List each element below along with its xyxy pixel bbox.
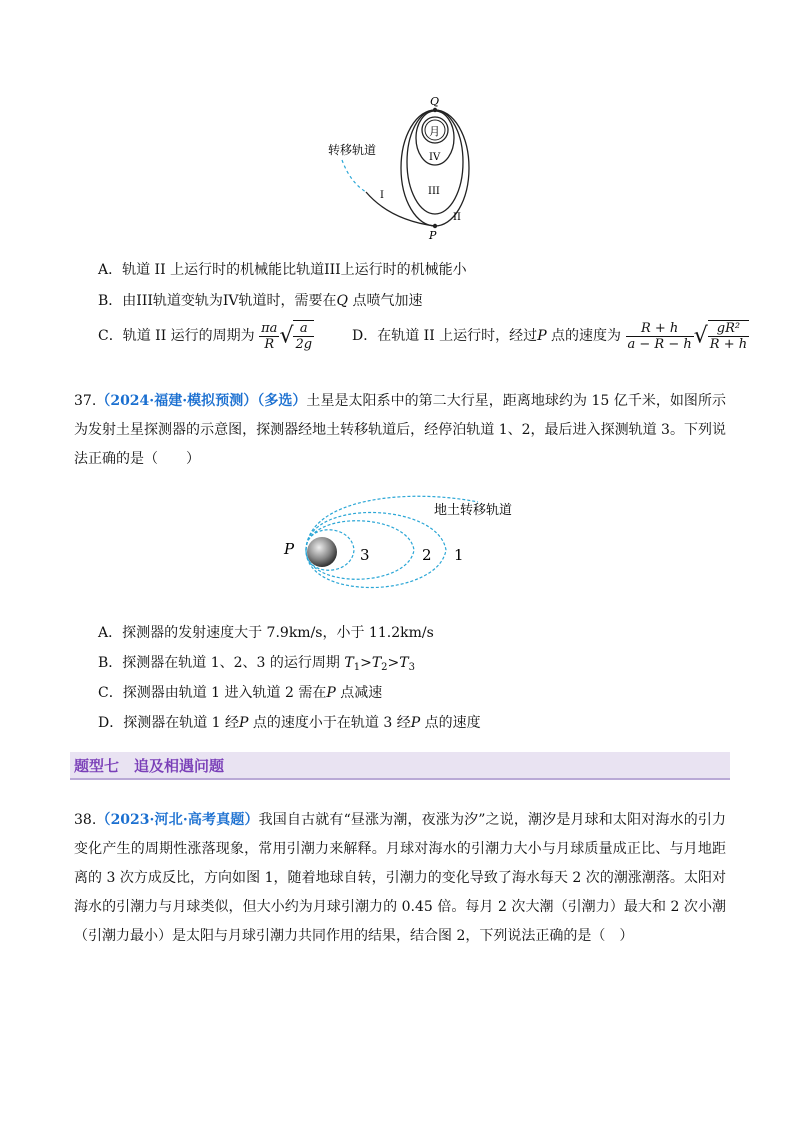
moon-orbit-figure xyxy=(320,92,490,242)
q37-source: （2024·福建·模拟预测）（多选） xyxy=(96,393,307,409)
label-1: 1 xyxy=(454,546,464,564)
q36-option-a: A．轨道 II 上运行时的机械能比轨道III上运行时的机械能小 xyxy=(98,262,467,278)
label-transfer: 转移轨道 xyxy=(328,143,377,157)
transfer-orbit-dashed xyxy=(342,160,366,192)
label-P: P xyxy=(284,540,295,558)
label-III: III xyxy=(428,186,440,197)
q37-option-c: C．探测器由轨道 1 进入轨道 2 需在P 点减速 xyxy=(98,685,383,701)
saturn xyxy=(307,537,337,567)
saturn-orbit-figure xyxy=(278,488,538,598)
section-header xyxy=(70,752,730,780)
q36-option-c: C．轨道 II 运行的周期为 $\frac{\pi a}{R}$ √ $\frac{a}{2g}$ xyxy=(98,320,313,352)
label-IV: IV xyxy=(429,152,441,163)
label-I: I xyxy=(380,190,384,201)
q38-source: （2023·河北·高考真题） xyxy=(96,812,259,828)
q37-option-d: D．探测器在轨道 1 经P 点的速度小于在轨道 3 经P 点的速度 xyxy=(98,715,481,731)
label-2: 2 xyxy=(422,546,432,564)
label-transfer: 地土转移轨道 xyxy=(434,503,513,518)
label-P: P xyxy=(429,229,437,242)
q37-stem: 37.（2024·福建·模拟预测）（多选）土星是太阳系中的第二大行星，距离地球约为 15 亿千米，如图所示为发射土星探测器的示意图，探测器经地土转移轨道后，经停泊轨道 1、2，最后进入探测轨道 3。下列说法正确的是（ ） xyxy=(74,393,726,467)
q36-option-d: D．在轨道 II 上运行时，经过P 点的速度为 $\frac{R + h}{a - R - h}$ √ $\frac{\text{gR²}}{R + h}$ xyxy=(352,320,748,352)
section-title: 题型七 追及相遇问题 xyxy=(74,757,225,775)
q37-option-a: A．探测器的发射速度大于 7.9km/s，小于 11.2km/s xyxy=(98,625,434,641)
q38-stem: 38.（2023·河北·高考真题）我国自古就有“昼涨为潮，夜涨为汐”之说，潮汐是月球和太阳对海水的引力变化产生的周期性涨落现象，常用引潮力来解释。月球对海水的引潮力大小与月球质量成正比、与月地距离的 3 次方成反比，方向如图 1，随着地球自转，引潮力的变化导致了海水每天 2 次的潮涨潮落。太阳对海水的引潮力与月球类似，但大小约为月球引潮力的 0.45 倍。每月 2 次大潮（引潮力）最大和 2 次小潮（引潮力最小）是太阳与月球引潮力共同作用的结果，结合图 2，下列说法正确的是（ ） xyxy=(74,812,726,944)
label-3: 3 xyxy=(360,546,370,564)
q37-option-b: B．探测器在轨道 1、2、3 的运行周期 $T_1>T_2>T_3$ xyxy=(98,655,415,673)
label-II: II xyxy=(453,212,461,223)
label-Q: Q xyxy=(430,95,440,108)
label-moon: 月 xyxy=(429,125,440,138)
q36-option-b: B．由III轨道变轨为IV轨道时，需要在Q 点喷气加速 xyxy=(98,293,423,309)
orbit-I xyxy=(366,192,435,226)
